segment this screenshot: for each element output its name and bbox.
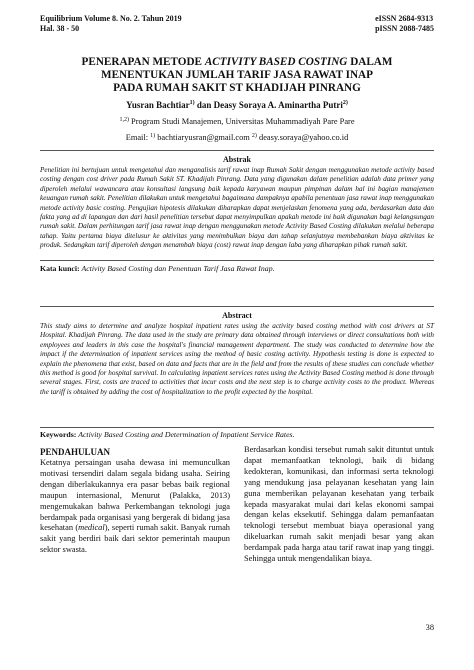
author2: dan Deasy Soraya A. Aminartha Putri — [194, 100, 343, 110]
author1: Yusran Bachtiar — [126, 100, 190, 110]
abstrak-heading: Abstrak — [222, 155, 251, 164]
abstrak-text: Penelitian ini bertujuan untuk mengetahui dan menganalisis tarif rawat inap Rumah Sakit dengan menggunakan metode activity based costing dengan cost driver pada Rumah Sakit ST. Khadijah Pinrang. Data yang digunakan dalam penelitian adalah data primer yang diperoleh melalui wawancara atau konsultasi langsung baik kepada karyawan maupun pimpinan dalam hal ini bagian manajemen keuangan rumah sakit. Penelitian dilakukan untuk mengetahui bagaimana dampaknya apabila penentuan jasa rawat inap menggunakan metode activity basic costing. Pengujian hipotesis dilakukan diharapkan dapat menjelaskan fenomena yang ada, berdasarkan data dan fakta yang ad di lapangan dan dari hasil penelitian tersebut dapat menyimpulkan apakah metode ini baik digunakan bagi kelangsungan rumah sakit. Dalam perhitungan tarif jasa rawat inap dengan menggunakan metode Activity Based Costing dilakukan melalui beberapa tahap. Yaitu pertama biaya ditelusur ke aktivitas yang menimbulkan biaya dan tahap selanjutnya membebankan biaya aktivitas ke produk. Sedangkan tarif diperoleh dengan menambah biaya (cost) rawat inap dengan laba yang diharapkan pihak rumah sakit. — [40, 166, 434, 250]
journal-volume: Equilibrium Volume 8. No. 2. Tahun 2019 — [40, 14, 182, 23]
email-sup1: 1) — [150, 133, 156, 139]
title-line3: PADA RUMAH SAKIT ST KHADIJAH PINRANG — [113, 82, 361, 94]
body-right-paragraph: Berdasarkan kondisi tersebut rumah sakit dituntut untuk dapat memanfaatkan teknologi, baik di bidang kedokteran, komunikasi, dan informasi serta teknologi yang mendukung jasa pelayanan kesehatan yang lain guna memberikan pelayanan kesehatan yang terbaik kepada masyarakat mulai dari kelas ekonomi sampai dengan kelas eksekutif. Sehingga dalam pemanfaatan teknologi tersebut membuat biaya operasional yang dikeluarkan rumah sakit menjadi besar yang akan berdampak pada harga atau tarif rawat inap yang tinggi. Sehingga untuk mengendalikan biaya. — [244, 445, 434, 564]
affiliation-text: Program Studi Manajemen, Universitas Muhammadiyah Pare Pare — [128, 117, 355, 126]
eissn: eISSN 2684-9313 — [375, 14, 434, 23]
email-address-1[interactable]: bachtiaryusran@gmail.com — [155, 133, 252, 142]
kata-kunci-text: Activity Based Costing dan Penentuan Tarif Jasa Rawat Inap. — [79, 264, 275, 273]
abstract-heading: Abstract — [222, 311, 252, 320]
title-italic: ACTIVITY BASED COSTING — [204, 56, 348, 68]
email-label: Email: — [125, 133, 151, 142]
affiliation — [40, 117, 434, 126]
email-line — [40, 133, 434, 142]
kata-kunci-label: Kata kunci: — [40, 264, 80, 273]
title-part1: PENERAPAN METODE — [81, 56, 205, 68]
paper-title — [40, 56, 434, 95]
abstract-box — [40, 306, 434, 428]
pissn: pISSN 2088-7485 — [375, 24, 434, 33]
keywords-label: Keywords: — [40, 430, 77, 439]
keywords-text: Activity Based Costing and Determination of Inpatient Service Rates. — [76, 430, 295, 439]
section-heading-pendahuluan: PENDAHULUAN — [40, 447, 111, 457]
left-text-1: Ketatnya persaingan usaha dewasa ini memunculkan motivasi tersendiri dalam segala bidang usaha. Seiring dengan diberlakukannya era pasar bebas baik regional maupun internasional, Menurut (Palakka, 2013) mengemukakan bahwa Perkembangan teknologi juga berdampak pada organisasi yang bergerak di bidang jasa kesehatan ( — [40, 458, 230, 533]
journal-header-right — [375, 14, 434, 34]
page-range: Hal. 38 - 50 — [40, 24, 80, 33]
journal-header-left — [40, 14, 182, 34]
abstrak-box — [40, 150, 434, 261]
left-text-2: ), seperti rumah sakit. Banyak rumah sakit yang berdiri baik dari sektor pemerintah maupun sektor swasta. — [40, 523, 230, 555]
left-italic: medical — [78, 523, 105, 533]
body-left-paragraph — [40, 458, 230, 556]
keywords — [40, 430, 434, 439]
abstract-text: This study aims to determine and analyze hospital inpatient rates using the activity based costing method with cost drivers at ST Hospital. Khadijah Pinrang. The data used in the study are primary data obtained through interviews or direct consultations both with employees and leaders in this case the hospital's financial management department. The study was conducted to determine how the impact if the determination of inpatient services using the method of basic costing activity. Hypothesis testing is done is expected to explain the phenomena that exist, based on data and facts that are in the field and from the results of these studies can conclude whether this method is good for hospital survival. In calculating inpatient services rates using the Activity Based Costing method is done through several stages. First, costs are traced to activities that incur costs and the next step is to charge activity costs to the product. Whereas the tariff is obtained by adding the cost of hospitalization to the profit expected by the hospital. — [40, 322, 434, 396]
email-address-2[interactable]: deasy.soraya@yahoo.co.id — [256, 133, 349, 142]
page-number: 38 — [425, 623, 434, 632]
title-line2: MENENTUKAN JUMLAH TARIF JASA RAWAT INAP — [101, 69, 373, 81]
kata-kunci — [40, 264, 434, 273]
authors — [40, 100, 434, 110]
affiliation-sup: 1,2) — [119, 117, 129, 123]
body-left-column — [40, 447, 230, 556]
title-part2: DALAM — [347, 56, 393, 68]
author2-sup: 2) — [342, 100, 348, 106]
email-sup2: 2) — [251, 133, 257, 139]
author1-sup: 1) — [189, 100, 195, 106]
body-right-column — [244, 445, 434, 565]
